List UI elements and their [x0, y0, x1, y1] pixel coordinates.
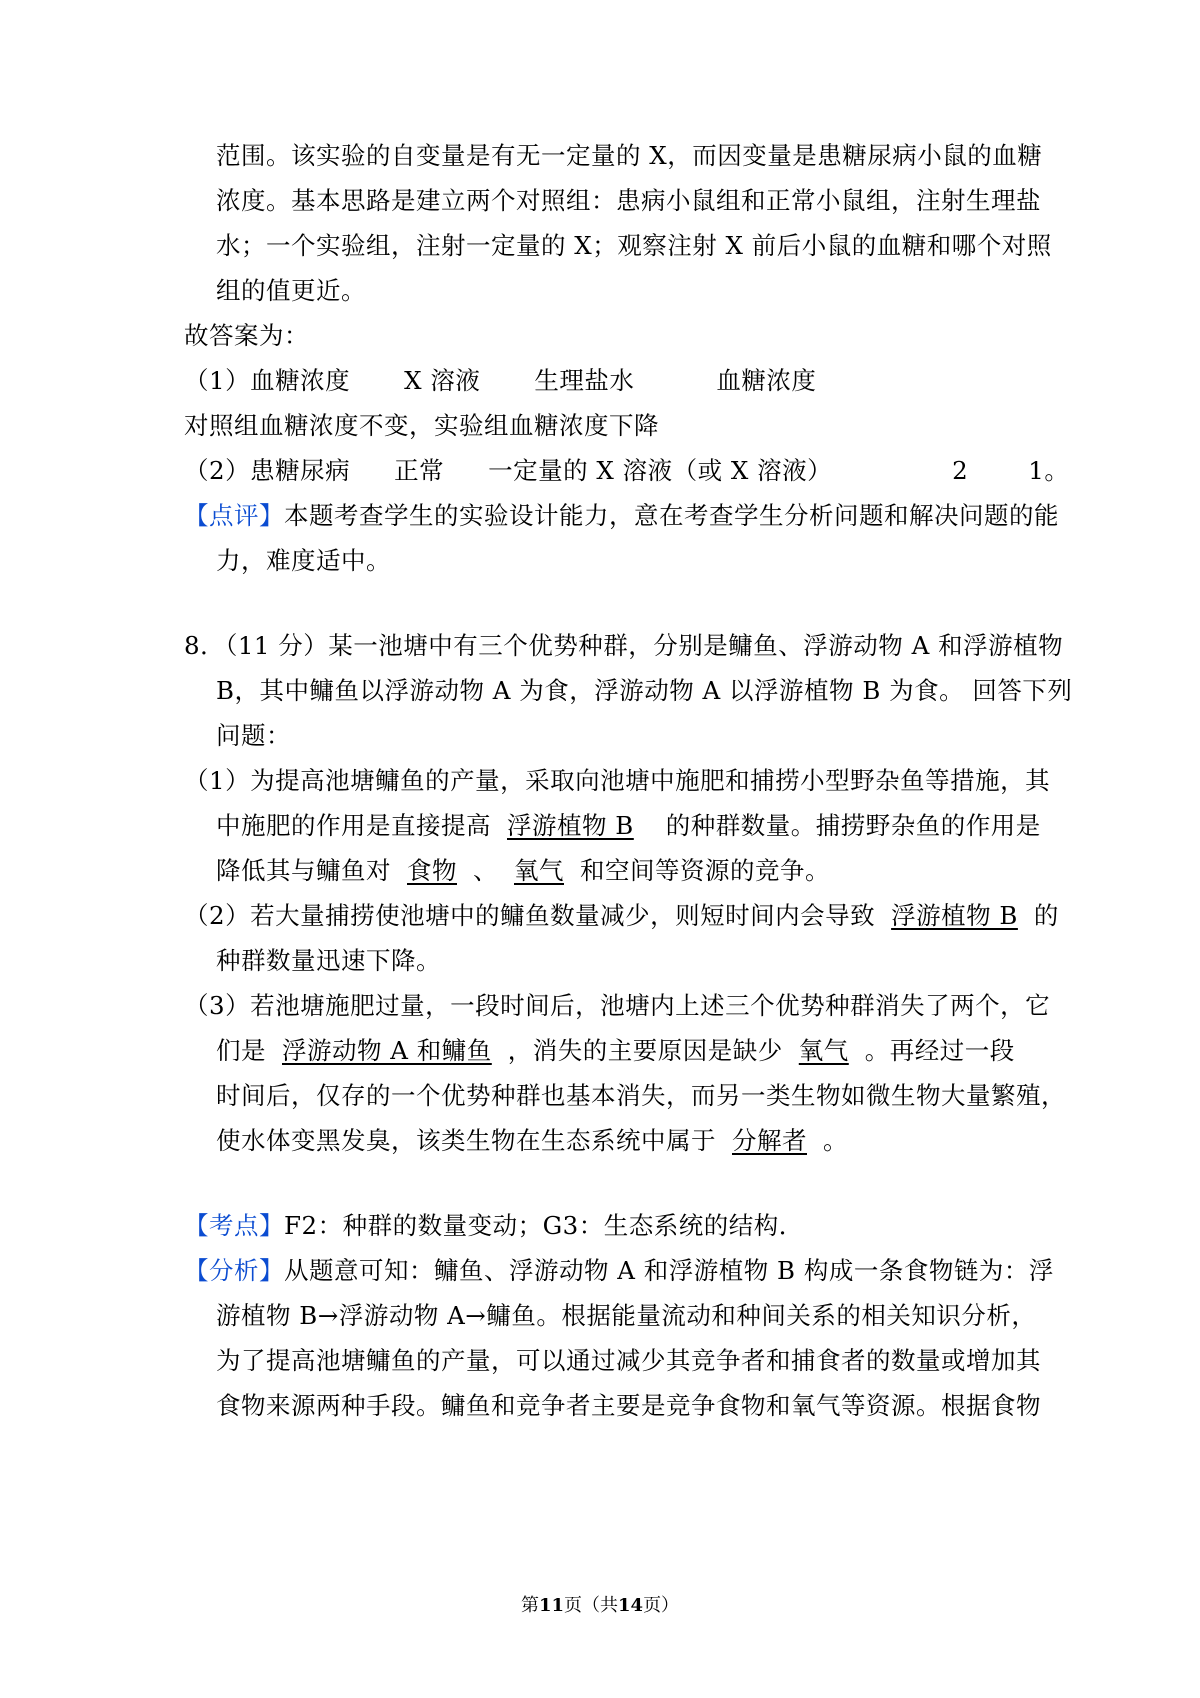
comment-text-2: 力，难度适中。 [216, 546, 391, 575]
q8-p3-text-b: ，消失的主要原因是缺少 [507, 1036, 783, 1065]
comment-tag: 【点评】 [184, 501, 284, 530]
analysis-line-3: 为了提高池塘鳙鱼的产量，可以通过减少其竞争者和捕食者的数量或增加其 [216, 1346, 1041, 1375]
q8-p3-answer-blank-2: 氧气 [798, 1036, 849, 1065]
q8-part-3-line-4 [216, 1125, 848, 1157]
exam-point-text: F2：种群的数量变动；G3：生态系统的结构． [284, 1211, 804, 1240]
answer-label: 故答案为： [184, 321, 309, 350]
q8-p1-text-a: 中施肥的作用是直接提高 [216, 811, 491, 840]
footer-total-pages: 14 [618, 1595, 644, 1616]
question-8-stem-1: 8．（11 分）某一池塘中有三个优势种群，分别是鳙鱼、浮游动物 A 和浮游植物 [184, 631, 1064, 660]
answer-1-c: 生理盐水 [534, 366, 635, 395]
prev-explanation-line-4: 组的值更近。 [216, 276, 366, 305]
page-footer [0, 1594, 1200, 1618]
q8-p2-text-b: 的 [1033, 901, 1059, 930]
q8-p3-text-a: 们是 [216, 1036, 266, 1065]
q8-p3-text-d: 使水体变黑发臭，该类生物在生态系统中属于 [216, 1126, 716, 1155]
q8-part-1-line-2 [216, 810, 1041, 842]
answer-1-e: 对照组血糖浓度不变，实验组血糖浓度下降 [184, 411, 659, 440]
q8-part-2-line-1 [184, 900, 1059, 932]
q8-part-1-line-1: （1）为提高池塘鳙鱼的产量，采取向池塘中施肥和捕捞小型野杂鱼等措施，其 [184, 766, 1051, 795]
comment-text-1: 本题考查学生的实验设计能力，意在考查学生分析问题和解决问题的能 [284, 501, 1059, 530]
footer-page-number: 11 [538, 1595, 564, 1616]
footer-pre: 第 [520, 1595, 539, 1616]
q8-p3-text-e: 。 [823, 1126, 848, 1155]
answer-1-a: 血糖浓度 [250, 366, 351, 395]
footer-post: 页） [643, 1595, 680, 1616]
answer-2-e: 1。 [1028, 456, 1070, 485]
q8-p3-text-c: 。再经过一段 [864, 1036, 1015, 1065]
answer-2-a: 患糖尿病 [250, 456, 351, 485]
q8-p2-answer-blank-1: 浮游植物 B [891, 901, 1018, 930]
q8-p1-separator: 、 [473, 856, 498, 885]
prev-explanation-line-3: 水；一个实验组，注射一定量的 X；观察注射 X 前后小鼠的血糖和哪个对照 [216, 231, 1052, 260]
answer-1-number: （1） [184, 366, 251, 395]
footer-mid: 页（共 [564, 1595, 618, 1616]
q8-part-2-line-2: 种群数量迅速下降。 [216, 946, 441, 975]
answer-part-2 [184, 455, 1069, 487]
analysis-line-4: 食物来源两种手段。鳙鱼和竞争者主要是竞争食物和氧气等资源。根据食物 [216, 1391, 1041, 1420]
answer-2-b: 正常 [394, 456, 445, 485]
analysis-text-1: 从题意可知：鳙鱼、浮游动物 A 和浮游植物 B 构成一条食物链为：浮 [284, 1256, 1054, 1285]
q8-p1-answer-blank-2: 食物 [407, 856, 457, 885]
answer-2-number: （2） [184, 456, 251, 485]
prev-explanation-line-1: 范围。该实验的自变量是有无一定量的 X，而因变量是患糖尿病小鼠的血糖 [216, 141, 1043, 170]
answer-2-c: 一定量的 X 溶液（或 X 溶液） [488, 456, 833, 485]
q8-part-3-line-3: 时间后，仅存的一个优势种群也基本消失，而另一类生物如微生物大量繁殖， [216, 1081, 1066, 1110]
exam-point-tag: 【考点】 [184, 1211, 284, 1240]
q8-p3-answer-blank-3: 分解者 [732, 1126, 807, 1155]
comment-block [184, 500, 1059, 532]
q8-part-3-line-1: （3）若池塘施肥过量，一段时间后，池塘内上述三个优势种群消失了两个，它 [184, 991, 1051, 1020]
exam-point [184, 1210, 804, 1242]
q8-part-3-line-2 [216, 1035, 1015, 1067]
question-8-stem-3: 问题： [216, 721, 291, 750]
analysis-line-1 [184, 1255, 1054, 1287]
answer-part-1 [184, 365, 816, 397]
q8-part-1-line-3 [216, 855, 830, 887]
q8-p1-answer-blank-1: 浮游植物 B [507, 811, 634, 840]
answer-2-d: 2 [952, 456, 969, 485]
q8-p1-text-c: 降低其与鳙鱼对 [216, 856, 391, 885]
answer-1-b: X 溶液 [404, 366, 481, 395]
q8-p1-answer-blank-3: 氧气 [514, 856, 564, 885]
q8-p3-answer-blank-1: 浮游动物 A 和鳙鱼 [282, 1036, 492, 1065]
analysis-tag: 【分析】 [184, 1256, 284, 1285]
q8-p1-text-d: 和空间等资源的竞争。 [580, 856, 830, 885]
analysis-line-2: 游植物 B→浮游动物 A→鳙鱼。根据能量流动和种间关系的相关知识分析， [216, 1301, 1037, 1330]
answer-1-d: 血糖浓度 [716, 366, 817, 395]
prev-explanation-line-2: 浓度。基本思路是建立两个对照组：患病小鼠组和正常小鼠组，注射生理盐 [216, 186, 1041, 215]
q8-p1-text-b: 的种群数量。捕捞野杂鱼的作用是 [665, 811, 1041, 840]
q8-p2-text-a: （2）若大量捕捞使池塘中的鳙鱼数量减少，则短时间内会导致 [184, 901, 876, 930]
question-8-stem-2: B，其中鳙鱼以浮游动物 A 为食，浮游动物 A 以浮游植物 B 为食。 回答下列 [216, 676, 1073, 705]
